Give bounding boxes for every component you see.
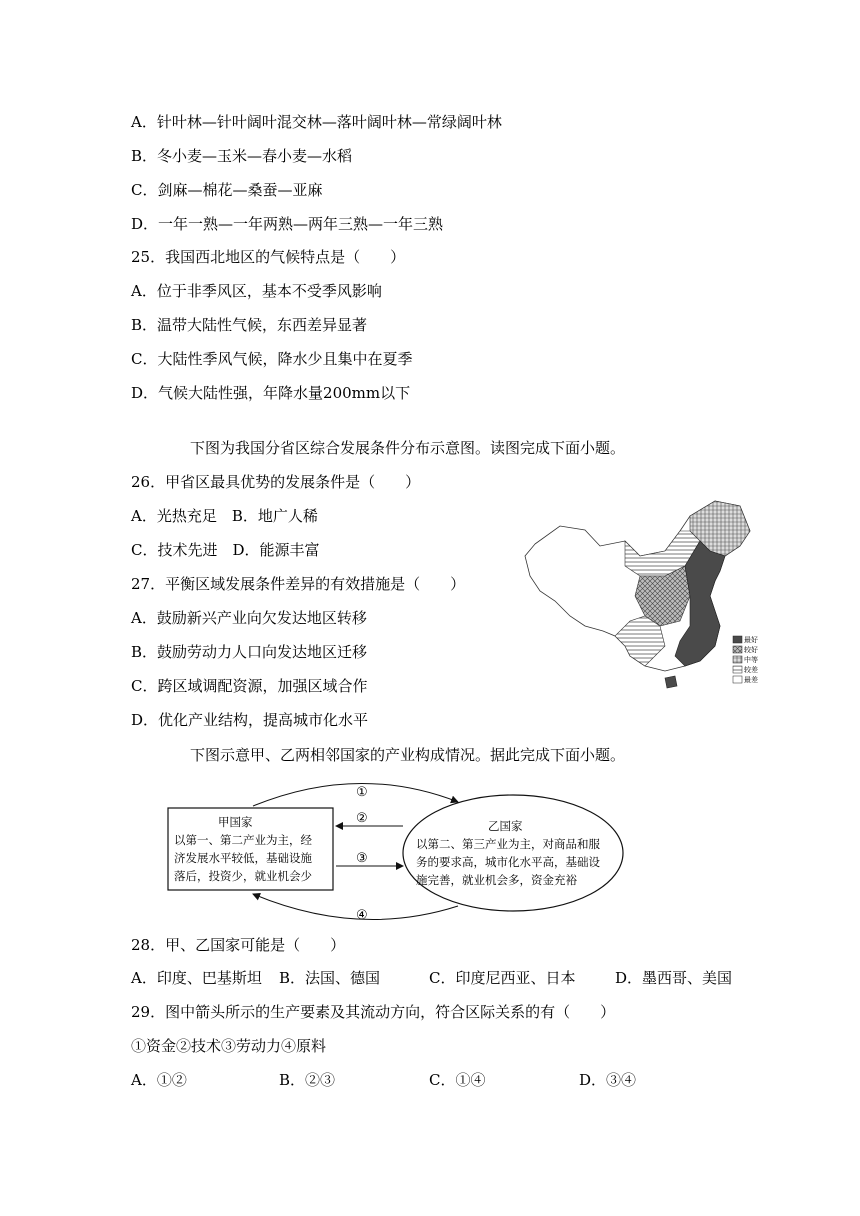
q28-option-b: B．法国、德国 — [279, 969, 381, 987]
q29-option-d: D．③④ — [579, 1071, 637, 1089]
q29-factors: ①资金②技术③劳动力④原料 — [131, 1037, 327, 1055]
q29-option-a: A．①② — [131, 1071, 187, 1089]
q29-option-b: B．②③ — [279, 1071, 336, 1089]
q27-option-b: B．鼓励劳动力人口向发达地区迁移 — [131, 643, 368, 661]
legend-medium: 中等 — [744, 656, 758, 664]
arrow-4-label: ④ — [356, 908, 368, 923]
q29-stem: 29．图中箭头所示的生产要素及其流动方向，符合区际关系的有（ ） — [131, 1003, 616, 1021]
q27-stem: 27．平衡区域发展条件差异的有效措施是（ ） — [131, 575, 466, 593]
q24-option-b: B．冬小麦—玉米—春小麦—水稻 — [131, 147, 353, 165]
legend-best: 最好 — [744, 636, 758, 644]
q27-option-c: C．跨区域调配资源，加强区域合作 — [131, 677, 368, 695]
legend-good: 较好 — [744, 646, 758, 654]
arrow-2-label: ② — [356, 811, 368, 826]
q28-option-d: D．墨西哥、美国 — [615, 969, 733, 987]
arrow-1-label: ① — [356, 785, 368, 800]
q29-option-c: C．①④ — [429, 1071, 486, 1089]
country-a-line3: 落后，投资少，就业机会少 — [174, 869, 312, 883]
q26-options-line1: A．光热充足 B．地广人稀 — [131, 507, 318, 525]
country-flow-diagram — [158, 778, 628, 926]
q25-option-d: D．气候大陆性强，年降水量200mm以下 — [131, 384, 411, 402]
q25-option-c: C．大陆性季风气候，降水少且集中在夏季 — [131, 350, 413, 368]
q24-option-a: A．针叶林—针叶阔叶混交林—落叶阔叶林—常绿阔叶林 — [131, 113, 502, 131]
map-intro: 下图为我国分省区综合发展条件分布示意图。读图完成下面小题。 — [190, 439, 626, 457]
country-b-line3: 施完善，就业机会多，资金充裕 — [416, 873, 577, 887]
country-b-line1: 以第二、第三产业为主，对商品和服 — [416, 837, 600, 851]
country-a-line2: 济发展水平较低，基础设施 — [174, 851, 312, 865]
q24-option-c: C．剑麻—棉花—桑蚕—亚麻 — [131, 181, 323, 199]
map-legend — [733, 635, 758, 684]
q25-option-a: A．位于非季风区，基本不受季风影响 — [131, 282, 382, 300]
country-b-ellipse — [403, 795, 623, 911]
legend-worst: 最差 — [744, 676, 758, 684]
legend-poor: 较差 — [744, 666, 758, 674]
q25-option-b: B．温带大陆性气候，东西差异显著 — [131, 316, 368, 334]
q27-option-d: D．优化产业结构，提高城市化水平 — [131, 711, 369, 729]
country-a-title: 甲国家 — [218, 815, 253, 829]
country-a-line1: 以第一、第二产业为主，经 — [174, 833, 312, 847]
china-development-map — [515, 496, 770, 696]
q25-stem: 25．我国西北地区的气候特点是（ ） — [131, 248, 406, 266]
q26-stem: 26．甲省区最具优势的发展条件是（ ） — [131, 473, 421, 491]
country-b-title: 乙国家 — [488, 819, 523, 833]
flow-intro: 下图示意甲、乙两相邻国家的产业构成情况。据此完成下面小题。 — [190, 746, 626, 764]
q26-options-line2: C．技术先进 D．能源丰富 — [131, 541, 320, 559]
q28-option-c: C．印度尼西亚、日本 — [429, 969, 576, 987]
q27-option-a: A．鼓励新兴产业向欠发达地区转移 — [131, 609, 367, 627]
q28-option-a: A．印度、巴基斯坦 — [131, 969, 262, 987]
q28-stem: 28．甲、乙国家可能是（ ） — [131, 936, 346, 954]
q24-option-d: D．一年一熟—一年两熟—两年三熟—一年三熟 — [131, 215, 444, 233]
arrow-3-label: ③ — [356, 851, 368, 866]
country-b-line2: 务的要求高，城市化水平高，基础设 — [416, 855, 600, 869]
